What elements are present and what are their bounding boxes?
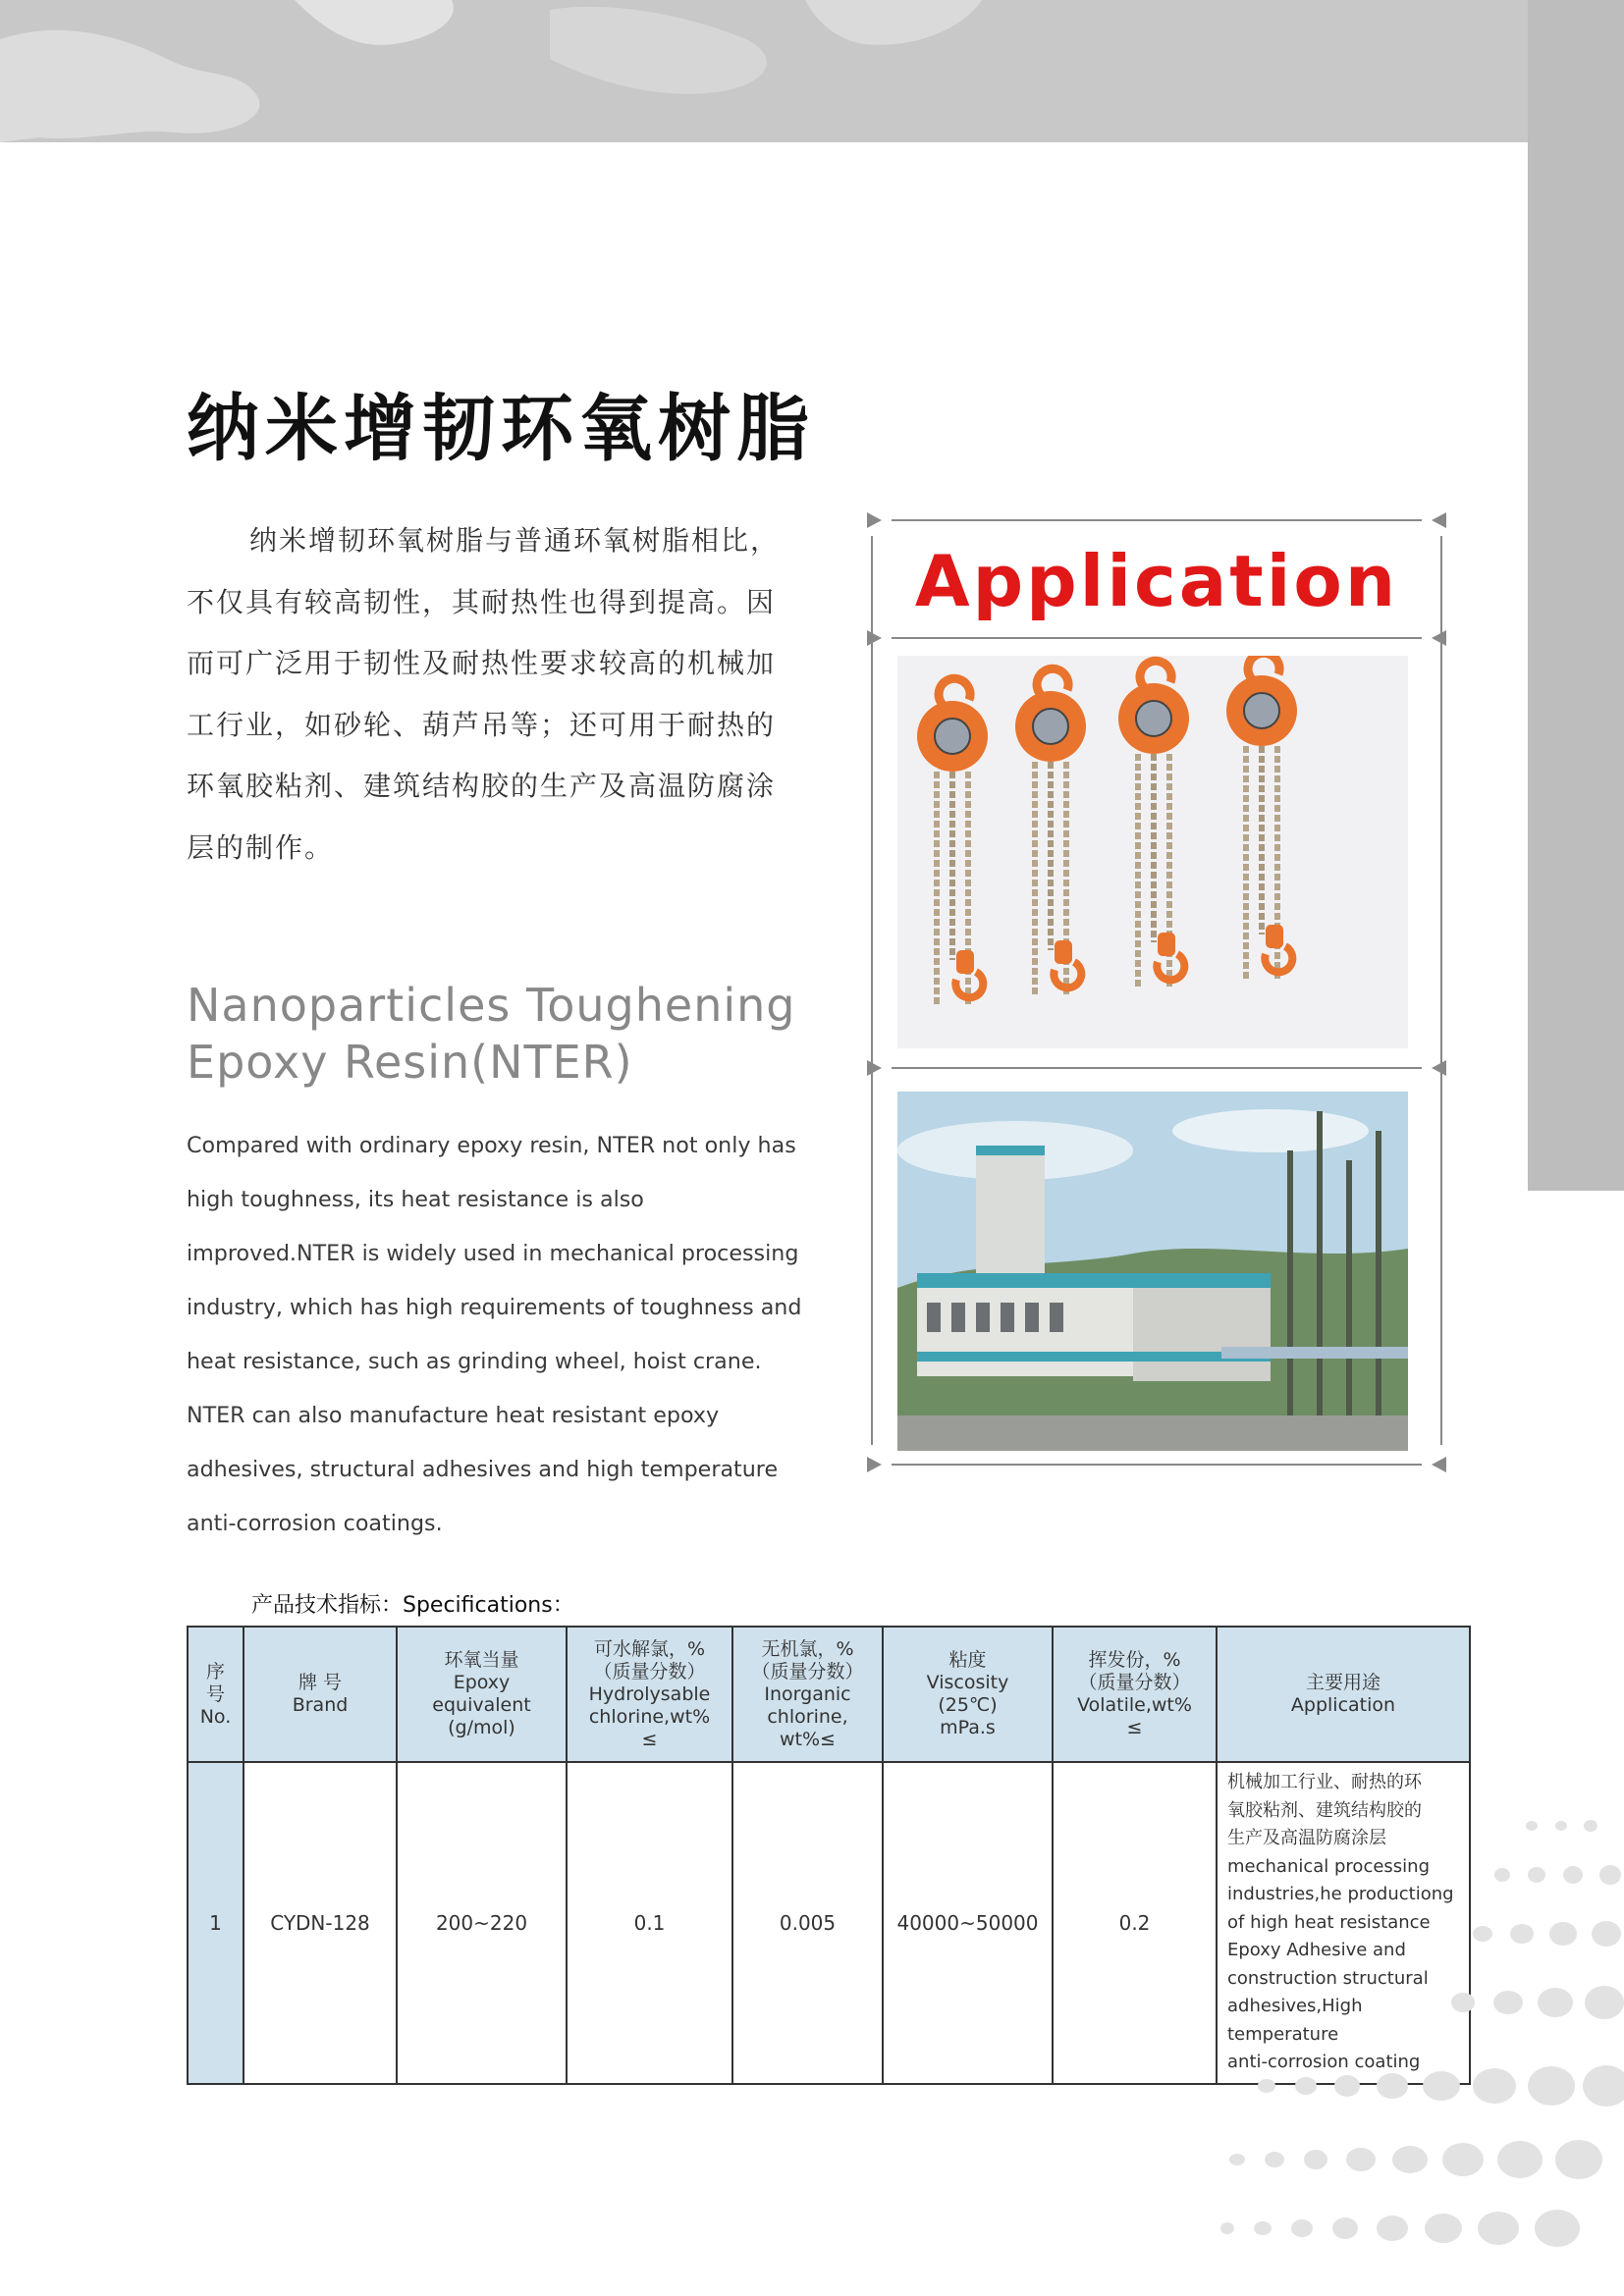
application-heading: Application <box>914 540 1399 622</box>
world-map-decor <box>0 0 1624 142</box>
header-hydrolysable-chlorine: 可水解氯，% （质量分数） Hydrolysable chlorine,wt% ≤ <box>567 1627 732 1762</box>
cell-brand: CYDN-128 <box>244 1762 397 2084</box>
cell-volatile: 0.2 <box>1053 1762 1217 2084</box>
chemical-plant-photo <box>897 1092 1408 1451</box>
header-application: 主要用途 Application <box>1217 1627 1470 1762</box>
header-viscosity: 粘度 Viscosity (25℃) mPa.s <box>883 1627 1053 1762</box>
chain-hoist-photo <box>897 656 1408 1048</box>
page-title-zh: 纳米增韧环氧树脂 <box>187 387 815 471</box>
header-volatile: 挥发份，% （质量分数） Volatile,wt% ≤ <box>1053 1627 1217 1762</box>
header-epoxy-equivalent: 环氧当量 Epoxy equivalent (g/mol) <box>397 1627 567 1762</box>
cell-inorganic-chlorine: 0.005 <box>732 1762 883 2084</box>
intro-paragraph-en: Compared with ordinary epoxy resin, NTER not only has high toughness, its heat resistance is also improved.NTER is widely used in mechanical processing industry, which has high requirements of toughness and heat resistance, such as grinding wheel, hoist crane. NTER can also manufacture heat resistant epoxy adhesives, structural adhesives and high temperature anti-corrosion coatings. <box>187 1133 802 1536</box>
cell-hydrolysable-chlorine: 0.1 <box>567 1762 732 2084</box>
cell-viscosity: 40000~50000 <box>883 1762 1053 2084</box>
spec-caption: 产品技术指标：Specifications： <box>251 1593 574 1618</box>
page-title-en: Nanoparticles Toughening Epoxy Resin(NTER) <box>187 979 796 1089</box>
right-decor-band <box>1528 0 1624 1191</box>
table-header-row <box>188 1627 1470 1762</box>
intro-paragraph-zh: 纳米增韧环氧树脂与普通环氧树脂相比，不仅具有较高韧性，其耐热性也得到提高。因而可广泛用于韧性及耐热性要求较高的机械加工行业，如砂轮、葫芦吊等；还可用于耐热的环氧胶粘剂、建筑结构胶的生产及高温防腐涂层的制作。 <box>187 524 781 864</box>
cell-application: 机械加工行业、耐热的环 氧胶粘剂、建筑结构胶的 生产及高温防腐涂层 mechanical processing industries,he productiong of high heat resistance Epoxy Adhesive and construction structural adhesives,High temperature anti-corrosion coating <box>1217 1762 1470 2084</box>
header-inorganic-chlorine: 无机氯，% （质量分数） Inorganic chlorine, wt%≤ <box>732 1627 883 1762</box>
header-brand: 牌 号 Brand <box>244 1627 397 1762</box>
application-panel <box>862 512 1451 1474</box>
cell-no: 1 <box>188 1762 244 2084</box>
dot-pattern-decor <box>1208 1806 1624 2258</box>
cell-epoxy-equivalent: 200~220 <box>397 1762 567 2084</box>
top-decor-band <box>0 0 1624 142</box>
header-no: 序 号 No. <box>188 1627 244 1762</box>
